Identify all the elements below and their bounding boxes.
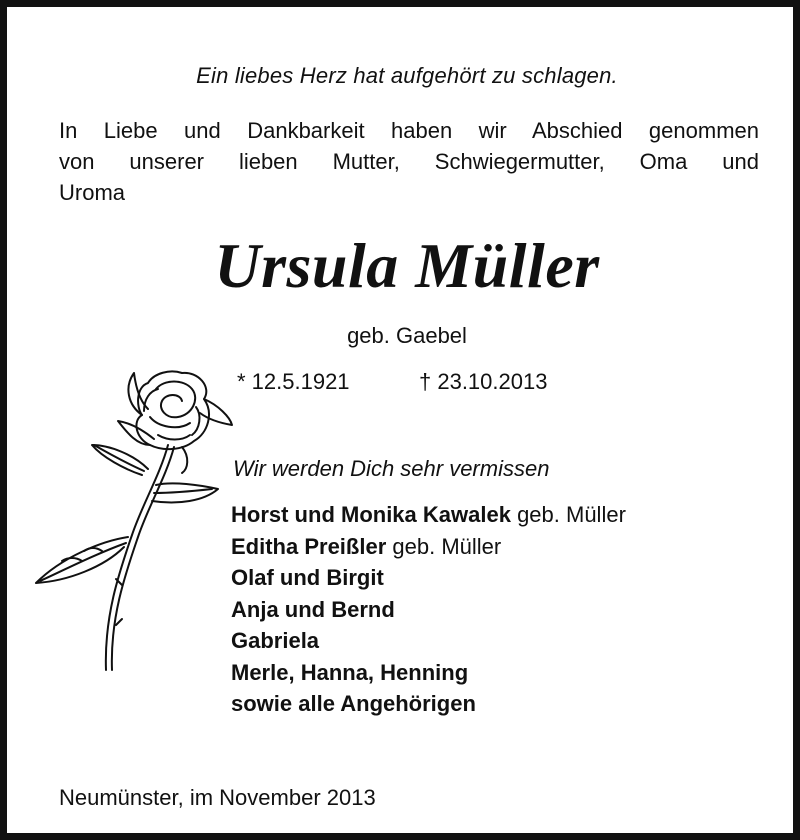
death-date: † 23.10.2013 [419,369,548,394]
mourner-row [231,531,626,563]
birth-date: * 12.5.1921 [237,369,350,394]
mourner-row [231,594,626,626]
mourner-row [231,625,626,657]
intro-line: von unserer lieben Mutter, Schwiegermutter, Oma und [59,149,759,174]
mourner-row [231,499,626,531]
mourner-name: Editha Preißler [231,533,387,559]
place-and-date: Neumünster, im November 2013 [59,785,376,810]
birth-name: geb. Gaebel [347,323,467,348]
mourner-birth-name: geb. Müller [510,502,626,527]
mourner-row [231,688,626,720]
intro-line: In Liebe und Dankbarkeit haben wir Abschied genommen [59,118,759,143]
mourner-birth-name: geb. Müller [386,533,502,559]
intro-line: Uroma [59,180,126,205]
mourner-name: Gabriela [231,628,320,653]
mourner-row [231,562,626,594]
mourners-list [231,499,626,720]
mourner-name: Anja und Bernd [231,596,395,622]
mourner-name: Olaf und Birgit [231,565,384,590]
motto-line: Ein liebes Herz hat aufgehört zu schlagen. [196,63,618,88]
deceased-name: Ursula Müller [214,230,600,301]
intro-paragraph [59,115,759,208]
miss-line: Wir werden Dich sehr vermissen [233,456,550,481]
mourner-name: Merle, Hanna, Henning [231,659,469,685]
mourner-row [231,657,626,689]
mourner-name: sowie alle Angehörigen [231,691,476,716]
rose-icon [32,365,247,675]
mourner-name: Horst und Monika Kawalek [231,502,511,527]
